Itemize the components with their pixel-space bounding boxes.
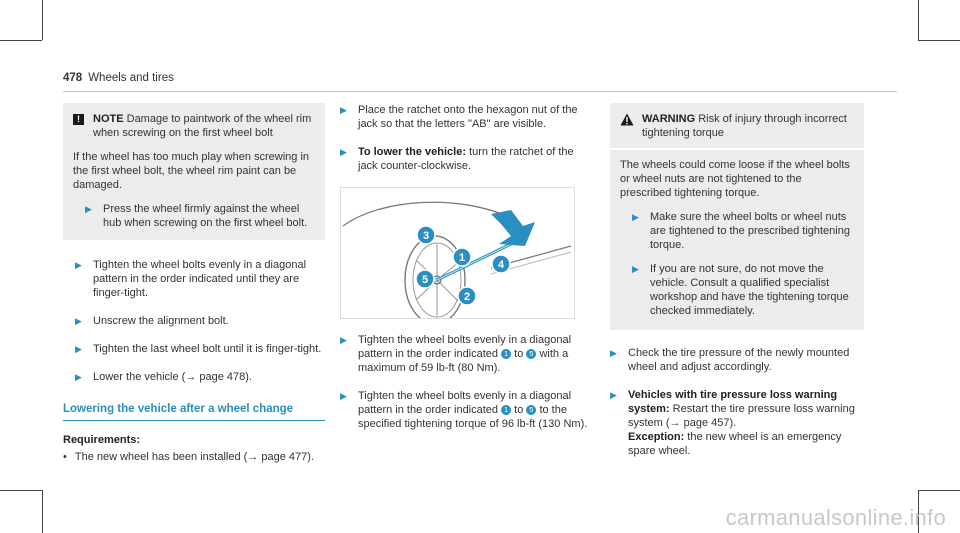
- crop-mark: [42, 0, 43, 40]
- arrow-right-icon: ▶: [610, 390, 617, 400]
- arrow-right-icon: ▶: [340, 391, 347, 401]
- note-bullet: [85, 202, 315, 230]
- requirement-text: The new wheel has been installed (→ page 477).: [74, 451, 314, 463]
- page-header: [63, 72, 174, 84]
- note-bullet-text: Press the wheel firmly against the wheel hub when screwing on the first wheel bolt.: [103, 203, 308, 229]
- bolt-number-callout: [458, 287, 476, 305]
- bullet-dot: •: [63, 451, 67, 463]
- arrow-right-icon: ▶: [75, 372, 82, 382]
- note-label: NOTE: [93, 113, 124, 125]
- crop-mark: [0, 40, 42, 41]
- warning-label: WARNING: [642, 113, 696, 125]
- warning-bullet: ▶ If you are not sure, do not move the vehicle. Consult a qualified specialist workshop and have the tightening torque checked immediately.: [632, 263, 849, 317]
- arrow-right-icon: ▶: [340, 147, 347, 157]
- warning-text: The wheels could come loose if the wheel bolts or wheel nuts are not tightened to the prescribed tightening torque.: [620, 159, 850, 199]
- section-lowering: [63, 402, 325, 464]
- warning-heading: [610, 103, 864, 150]
- bolt-number-callout: [416, 270, 434, 288]
- bolt-number-callout: [492, 255, 510, 273]
- arrow-right-icon: ▶: [75, 344, 82, 354]
- svg-text:3: 3: [422, 230, 430, 242]
- crop-mark: [918, 490, 960, 491]
- step-item: ▶ Tighten the wheel bolts evenly in a diagonal pattern in the order indicated until they are finger-tight.: [75, 259, 307, 299]
- arrow-right-icon: ▶: [632, 212, 639, 222]
- bolt-number-badge: 1: [501, 405, 511, 415]
- note-exclamation-icon: !: [73, 114, 84, 125]
- section-title: Lowering the vehicle after a wheel change: [63, 402, 325, 421]
- svg-text:4: 4: [497, 259, 505, 271]
- crop-mark: [0, 490, 42, 491]
- crop-mark: [42, 490, 43, 533]
- svg-text:2: 2: [463, 291, 471, 303]
- column-middle: [340, 103, 596, 445]
- step-item: ▶ Tighten the wheel bolts evenly in a diagonal pattern in the order indicated 1 to 5 with a maximum of 59 lb-ft (80 Nm).: [340, 334, 572, 374]
- crop-mark: [918, 40, 960, 41]
- warning-body: [610, 150, 864, 330]
- arrow-right-icon: ▶: [632, 264, 639, 274]
- svg-text:5: 5: [421, 274, 429, 286]
- arrow-right-icon: ▶: [85, 204, 92, 214]
- note-heading-text: Damage to paintwork of the wheel rim when screwing on the first wheel bolt: [93, 113, 312, 139]
- step-item: ▶ To lower the vehicle: turn the ratchet of the jack counter-clockwise.: [340, 146, 574, 172]
- column-left: [63, 103, 325, 464]
- step-item: ▶ Tighten the last wheel bolt until it is finger-tight.: [75, 343, 322, 355]
- page-number: 478: [63, 72, 83, 84]
- arrow-right-icon: ▶: [75, 316, 82, 326]
- warning-bullet: ▶ Make sure the wheel bolts or wheel nuts are tightened to the prescribed tightening torque.: [632, 211, 850, 251]
- bolt-number-badge: 5: [526, 405, 536, 415]
- bolt-number-callout: [417, 226, 435, 244]
- step-item: ▶ Lower the vehicle (→ page 478).: [75, 371, 252, 383]
- step-list: [63, 258, 325, 384]
- column-right: [610, 103, 864, 472]
- warning-box: [610, 103, 864, 330]
- note-box: [63, 103, 325, 240]
- header-section-title: Wheels and tires: [88, 72, 174, 84]
- requirements-label: Requirements:: [63, 434, 141, 446]
- requirement-item: [63, 450, 325, 464]
- header-divider: [63, 91, 897, 92]
- bolt-number-badge: 5: [526, 349, 536, 359]
- step-item: ▶ Place the ratchet onto the hexagon nut of the jack so that the letters "AB" are visible.: [340, 104, 578, 130]
- wheel-illustration: [340, 187, 575, 319]
- step-item: ▶ Unscrew the alignment bolt.: [75, 315, 229, 327]
- step-item: ▶ Check the tire pressure of the newly mounted wheel and adjust accordingly.: [610, 347, 850, 373]
- note-heading: [73, 112, 315, 140]
- warning-heading-text: Risk of injury through incorrect tightening torque: [642, 113, 847, 139]
- step-item: ▶ Tighten the wheel bolts evenly in a diagonal pattern in the order indicated 1 to 5 to the specified tightening torque of 96 lb-ft (130 Nm).: [340, 390, 588, 430]
- crop-mark: [918, 0, 919, 40]
- note-body: If the wheel has too much play when screwing in the first wheel bolt, the wheel rim paint can be damaged.: [73, 151, 310, 191]
- arrow-right-icon: ▶: [340, 335, 347, 345]
- arrow-right-icon: ▶: [340, 105, 347, 115]
- bolt-number-callout: [453, 248, 471, 266]
- step-item: ▶ Vehicles with tire pressure loss warning system: Restart the tire pressure loss warning system (→ page 457). Exception: the new wheel is an emergency spare wheel.: [610, 389, 855, 457]
- wheel-bolt-order-diagram: [341, 188, 574, 318]
- warning-triangle-icon: [620, 113, 634, 126]
- bolt-number-badge: 1: [501, 349, 511, 359]
- arrow-right-icon: ▶: [610, 348, 617, 358]
- watermark: carmanualsonline.info: [725, 505, 946, 530]
- exception-label: Exception:: [628, 431, 685, 443]
- arrow-right-icon: ▶: [75, 260, 82, 270]
- svg-text:1: 1: [458, 252, 466, 264]
